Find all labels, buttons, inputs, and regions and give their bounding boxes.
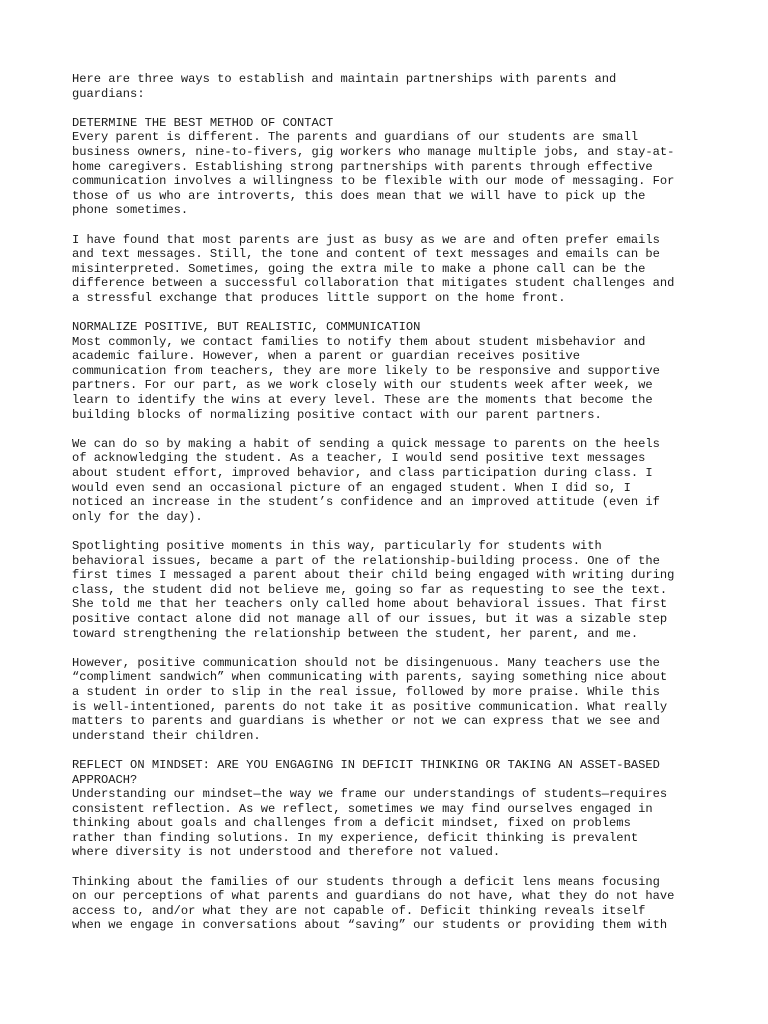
body-paragraph: Thinking about the families of our students through a deficit lens means focusing on our perceptions of what parents and guardians do not have, what they do not have access to, and/or what they are not capable of. Deficit thinking reveals itself when we engage in conversations about “saving” our students or providing them with: [72, 874, 675, 933]
section-heading: REFLECT ON MINDSET: ARE YOU ENGAGING IN DEFICIT THINKING OR TAKING AN ASSET-BASED APPROACH?: [72, 757, 660, 787]
section-heading: DETERMINE THE BEST METHOD OF CONTACT: [72, 115, 334, 130]
body-paragraph: We can do so by making a habit of sending a quick message to parents on the heels of acknowledging the student. As a teacher, I would send positive text messages about student effort, improved behavior, and class participation during class. I would even send an occasional picture of an engaged student. When I did so, I noticed an increase in the student’s confidence and an improved attitude (even if only for the day).: [72, 436, 660, 524]
body-paragraph: I have found that most parents are just as busy as we are and often prefer emails and text messages. Still, the tone and content of text messages and emails can be misinterpreted. Sometimes, going the extra mile to make a phone call can be the difference between a successful collaboration that mitigates student challenges and a stressful exchange that produces little support on the home front.: [72, 232, 675, 305]
body-paragraph: Understanding our mindset—the way we frame our understandings of students—requires consistent reflection. As we reflect, sometimes we may find ourselves engaged in thinking about goals and challenges from a deficit mindset, fixed on problems rather than finding solutions. In my experience, deficit thinking is prevalent where diversity is not understood and therefore not valued.: [72, 787, 668, 860]
section-best-method-of-contact: [72, 116, 712, 306]
intro-paragraph: Here are three ways to establish and maintain partnerships with parents and guardians:: [72, 72, 617, 101]
document-page: [72, 72, 712, 948]
body-paragraph: Most commonly, we contact families to notify them about student misbehavior and academic failure. However, when a parent or guardian receives positive communication from teachers, they are more likely to be responsive and supportive partners. For our part, as we work closely with our students week after week, we learn to identify the wins at every level. These are the moments that become the building blocks of normalizing positive contact with our parent partners.: [72, 334, 660, 422]
section-heading: NORMALIZE POSITIVE, BUT REALISTIC, COMMUNICATION: [72, 320, 421, 335]
section-normalize-positive-communication: [72, 320, 712, 743]
body-paragraph: Spotlighting positive moments in this way, particularly for students with behavioral issues, became a part of the relationship-building process. One of the first times I messaged a parent about their child being engaged with writing during class, the student did not believe me, going so far as requesting to see the text. She told me that her teachers only called home about behavioral issues. That first positive contact alone did not manage all of our issues, but it was a sizable step toward strengthening the relationship between the student, her parent, and me.: [72, 539, 675, 641]
body-paragraph: Every parent is different. The parents and guardians of our students are small business owners, nine-to-fivers, gig workers who manage multiple jobs, and stay-at- home caregivers. Establishing strong partnerships with parents through effective communication involves a willingness to be flexible with our mode of messaging. For those of us who are introverts, this does mean that we will have to pick up the phone sometimes.: [72, 130, 675, 218]
body-paragraph: However, positive communication should not be disingenuous. Many teachers use the “compliment sandwich” when communicating with parents, saying something nice about a student in order to slip in the real issue, followed by more praise. While this is well-intentioned, parents do not take it as positive communication. What really matters to parents and guardians is whether or not we can express that we see and understand their children.: [72, 655, 668, 743]
section-reflect-on-mindset: [72, 758, 712, 933]
